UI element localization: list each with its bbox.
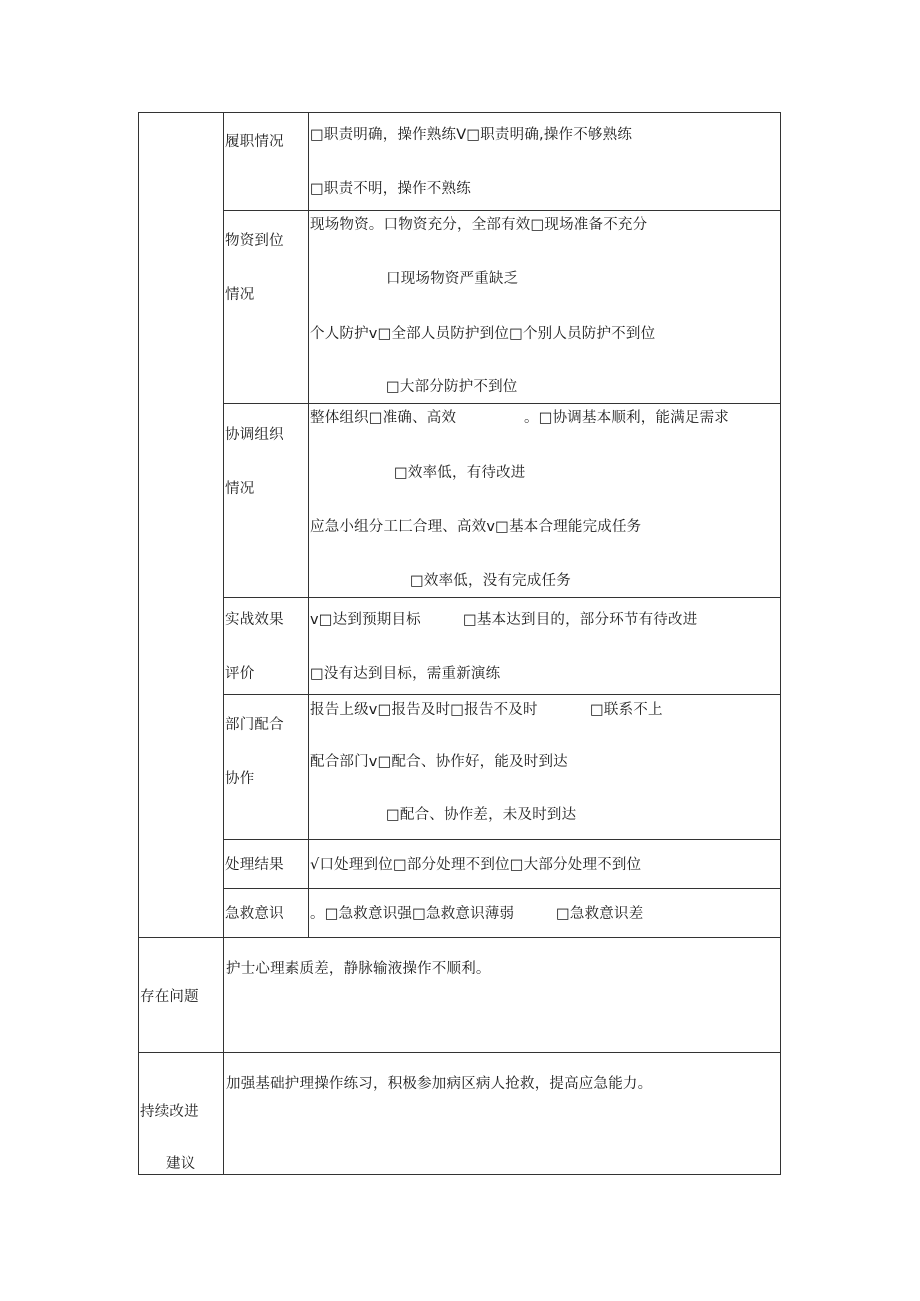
cooperation-option-line-2: 配合部门v□配合、协作好，能及时到达 [310, 754, 568, 770]
problems-text: 护士心理素质差，静脉输液操作不顺利。 [226, 961, 491, 977]
result-option-line-1: √口处理到位□部分处理不到位□大部分处理不到位 [310, 857, 642, 873]
improvement-text: 加强基础护理操作练习，积极参加病区病人抢救，提高应急能力。 [226, 1076, 653, 1092]
materials-option-line-4: □大部分防护不到位 [386, 379, 518, 395]
row-divider [138, 1052, 781, 1053]
row-divider [223, 210, 781, 211]
table-border-right [780, 112, 781, 1175]
row-divider [223, 403, 781, 404]
row-divider [223, 888, 781, 889]
effect-label-2: 评价 [225, 666, 255, 682]
materials-option-line-1: 现场物资。口物资充分，全部有效□现场准备不充分 [310, 217, 648, 233]
row-divider [138, 937, 781, 938]
effect-option-line-1a: v□达到预期目标 [310, 612, 421, 628]
cooperation-option-line-1b: □联系不上 [590, 702, 663, 718]
coordination-option-line-1a: 整体组织□准确、高效 [310, 410, 457, 426]
aid-option-line-1a: 。□急救意识强□急救意识薄弱 [310, 906, 515, 922]
coordination-option-line-4: □效率低，没有完成任务 [410, 573, 571, 589]
column-divider-1 [223, 112, 224, 1175]
coordination-option-line-1b: 。□协调基本顺利，能满足需求 [524, 410, 729, 426]
duty-label: 履职情况 [225, 134, 284, 150]
table-border-left [138, 112, 139, 1175]
duty-option-line-1: □职责明确，操作熟练V□职责明确,操作不够熟练 [310, 127, 633, 143]
column-divider-2 [308, 112, 309, 938]
cooperation-option-line-3: □配合、协作差，未及时到达 [386, 807, 577, 823]
coordination-label-1: 协调组织 [225, 427, 284, 443]
row-divider [223, 694, 781, 695]
coordination-option-line-3: 应急小组分工匚合理、高效v□基本合理能完成任务 [310, 519, 642, 535]
duty-option-line-2: □职责不明，操作不熟练 [310, 181, 471, 197]
improvement-label-2: 建议 [166, 1156, 196, 1172]
materials-label-2: 情况 [225, 287, 255, 303]
result-label: 处理结果 [225, 857, 284, 873]
row-divider [223, 839, 781, 840]
aid-option-line-1b: □急救意识差 [556, 906, 644, 922]
improvement-label-1: 持续改进 [140, 1104, 199, 1120]
coordination-label-2: 情况 [225, 481, 255, 497]
materials-option-line-3: 个人防护v□全部人员防护到位□个别人员防护不到位 [310, 326, 656, 342]
coordination-option-line-2: □效率低，有待改进 [394, 465, 526, 481]
table-border-top [138, 112, 781, 113]
cooperation-label-1: 部门配合 [225, 717, 284, 733]
materials-option-line-2: 口现场物资严重缺乏 [386, 271, 519, 287]
materials-label-1: 物资到位 [225, 233, 284, 249]
aid-label: 急救意识 [225, 906, 284, 922]
table-border-bottom [138, 1174, 781, 1175]
row-divider [223, 597, 781, 598]
effect-option-line-2: □没有达到目标，需重新演练 [310, 666, 501, 682]
problems-label: 存在问题 [140, 989, 199, 1005]
cooperation-option-line-1a: 报告上级v□报告及时□报告不及时 [310, 702, 538, 718]
effect-option-line-1b: □基本达到目的，部分环节有待改进 [463, 612, 698, 628]
cooperation-label-2: 协作 [225, 771, 255, 787]
effect-label-1: 实战效果 [225, 612, 284, 628]
